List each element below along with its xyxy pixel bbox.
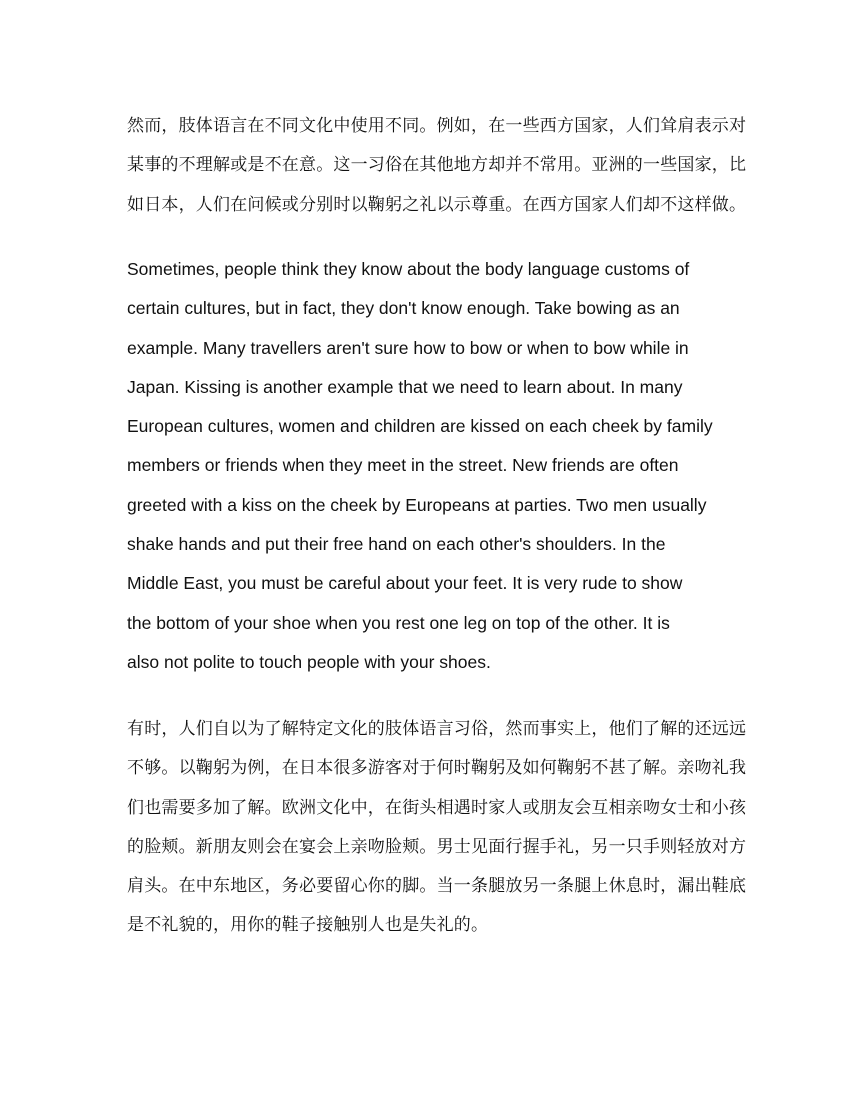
text-line: 是不礼貌的，用你的鞋子接触别人也是失礼的。 — [127, 915, 489, 935]
text-line: 如日本，人们在问候或分别时以鞠躬之礼以示尊重。在西方国家人们却不这样做。 — [127, 194, 747, 214]
text-line: European cultures, women and children are kissed on each cheek by family — [127, 416, 713, 437]
text-line: Middle East, you must be careful about your feet. It is very rude to show — [127, 573, 683, 594]
text-line: the bottom of your shoe when you rest one leg on top of the other. It is — [127, 612, 670, 633]
text-line: Japan. Kissing is another example that we need to learn about. In many — [127, 376, 683, 397]
text-line: 们也需要多加了解。欧洲文化中，在街头相遇时家人或朋友会互相亲吻女士和小孩 — [127, 797, 747, 817]
text-line: certain cultures, but in fact, they don't know enough. Take bowing as an — [127, 298, 680, 319]
text-line: 某事的不理解或是不在意。这一习俗在其他地方却并不常用。亚洲的一些国家，比 — [127, 155, 747, 175]
paragraph-chinese-translation — [127, 709, 747, 945]
text-line: members or friends when they meet in the street. New friends are often — [127, 455, 679, 476]
text-line: 肩头。在中东地区，务必要留心你的脚。当一条腿放另一条腿上休息时，漏出鞋底 — [127, 876, 747, 896]
paragraph-english-body — [127, 250, 739, 682]
text-line: 然而，肢体语言在不同文化中使用不同。例如，在一些西方国家，人们耸肩表示对 — [127, 116, 747, 135]
text-line: Sometimes, people think they know about the body language customs of — [127, 259, 690, 279]
text-line: 不够。以鞠躬为例，在日本很多游客对于何时鞠躬及如何鞠躬不甚了解。亲吻礼我 — [127, 758, 747, 778]
text-line: example. Many travellers aren't sure how to bow or when to bow while in — [127, 337, 689, 358]
text-line: 有时，人们自以为了解特定文化的肢体语言习俗，然而事实上，他们了解的还远远 — [127, 719, 747, 738]
text-line: greeted with a kiss on the cheek by Europeans at parties. Two men usually — [127, 494, 707, 515]
paragraph-chinese-intro — [127, 106, 747, 224]
text-line: shake hands and put their free hand on each other's shoulders. In the — [127, 534, 666, 555]
text-line: 的脸颊。新朋友则会在宴会上亲吻脸颊。男士见面行握手礼，另一只手则轻放对方 — [127, 836, 747, 856]
text-line: also not polite to touch people with your shoes. — [127, 651, 491, 672]
